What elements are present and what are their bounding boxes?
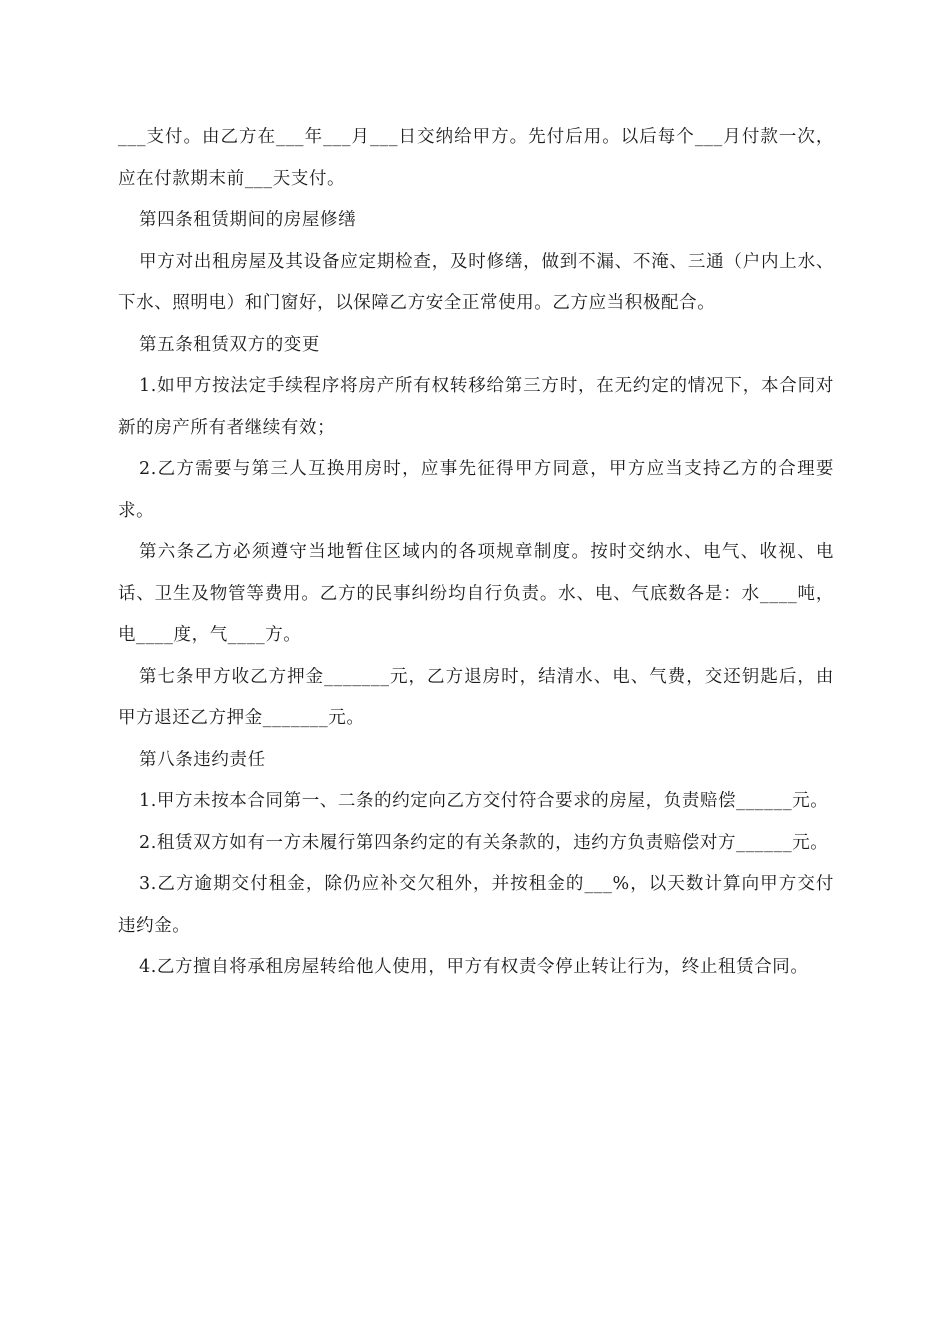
repair-duties-paragraph: 甲方对出租房屋及其设备应定期检查，及时修缮，做到不漏、不淹、三通（户内上水、下水、照明电）和门窗好，以保障乙方安全正常使用。乙方应当积极配合。 <box>118 251 834 313</box>
breach-clause-4-paragraph: 4.乙方擅自将承租房屋转给他人使用，甲方有权责令停止转让行为，终止租赁合同。 <box>139 957 809 977</box>
change-clause-2-paragraph: 2.乙方需要与第三人互换用房时，应事先征得甲方同意，甲方应当支持乙方的合理要求。 <box>118 459 834 521</box>
payment-terms-paragraph: ___支付。由乙方在___年___月___日交纳给甲方。先付后用。以后每个___月付款一次，应在付款期末前___天支付。 <box>118 127 834 189</box>
breach-clause-3-paragraph: 3.乙方逾期交付租金，除仍应补交欠租外，并按租金的___%，以天数计算向甲方交付违约金。 <box>118 874 834 936</box>
article-4-heading: 第四条租赁期间的房屋修缮 <box>139 210 357 230</box>
breach-clause-2-paragraph: 2.租赁双方如有一方未履行第四条约定的有关条款的，违约方负责赔偿对方______元。 <box>139 832 829 853</box>
article-7-paragraph: 第七条甲方收乙方押金_______元，乙方退房时，结清水、电、气费，交还钥匙后，由甲方退还乙方押金_______元。 <box>118 666 834 728</box>
article-5-heading: 第五条租赁双方的变更 <box>139 334 320 355</box>
article-6-paragraph: 第六条乙方必须遵守当地暂住区域内的各项规章制度。按时交纳水、电气、收视、电话、卫生及物管等费用。乙方的民事纠纷均自行负责。水、电、气底数各是：水____吨，电____度，气____方。 <box>118 542 834 645</box>
article-8-heading: 第八条违约责任 <box>139 749 266 770</box>
document-page <box>118 117 834 989</box>
change-clause-1-paragraph: 1.如甲方按法定手续程序将房产所有权转移给第三方时，在无约定的情况下，本合同对新的房产所有者继续有效； <box>118 376 834 438</box>
breach-clause-1-paragraph: 1.甲方未按本合同第一、二条的约定向乙方交付符合要求的房屋，负责赔偿______元。 <box>139 791 829 811</box>
